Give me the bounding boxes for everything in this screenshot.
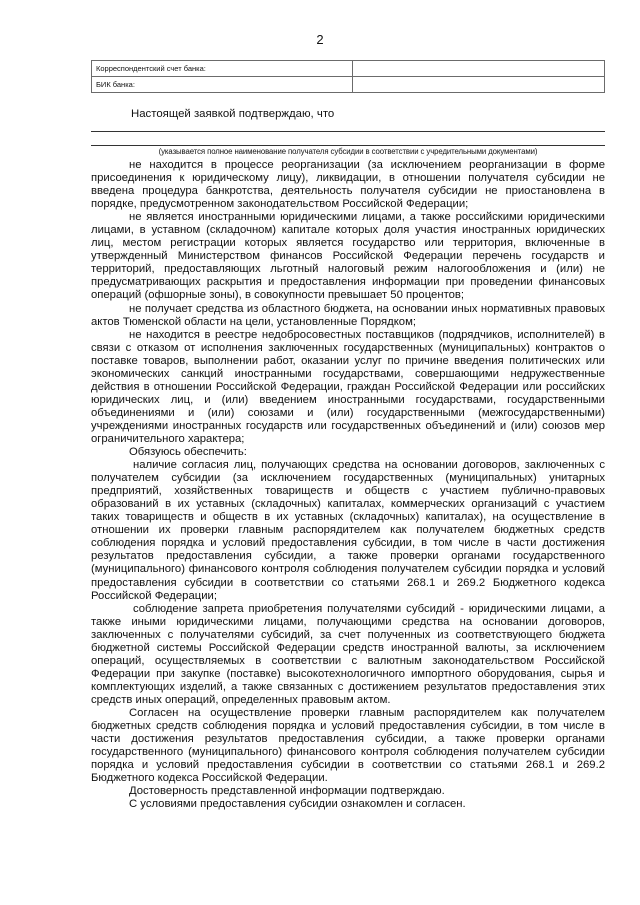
declaration-paragraph: не является иностранными юридическими лицами, а также российскими юридическими лицами, в уставном (складочном) капитале которых доля участия иностранных юридических лиц, местом регистрации которых является государство или территория, включенные в утвержденный Министерством финансов Российской Федерации перечень государств и территорий, предоставляющих льготный налоговый режим налогообложения и (или) не предусматривающих раскрытия и предоставления информации при проведении финансовых операций (офшорные зоны), в совокупности превышает 50 процентов; xyxy=(91,211,605,302)
recipient-name-line xyxy=(91,145,605,146)
recipient-name-line xyxy=(91,131,605,132)
declaration-paragraph: не находится в реестре недобросовестных поставщиков (подрядчиков, исполнителей) в связи с отказом от исполнения заключенных государственных (муниципальных) контрактов о поставке товаров, выполнении работ, оказании услуг по причине введения политических или экономических санкций иностранными государствами, совершающими недружественные действия в отношении Российской Федерации, граждан Российской Федерации или российских юридических лиц, и (или) введением иностранными государствами, государственными объединениями и (или) союзами и (или) государственными (межгосударственными) учреждениями иностранных государств или государственных объединений и (или) союзов мер ограничительного характера; xyxy=(91,328,605,445)
consent-paragraph: Согласен на осуществление проверки главным распорядителем как получателем бюджетных средств соблюдения порядка и условий предоставления субсидии, в том числе в части достижения результатов предоставления субсидии, а также проверки органами государственного (муниципального) финансового контроля соблюдения получателем субсидии порядка и условий предоставления субсидии в соответствии со статьями 268.1 и 269.2 Бюджетного кодекса Российской Федерации. xyxy=(91,706,605,785)
obligation-paragraph: наличие согласия лиц, получающих средства на основании договоров, заключенных с получателем субсидии (за исключением государственных (муниципальных) унитарных предприятий, хозяйственных товариществ и обществ с участием публично-правовых образований в их уставных (складочных) капиталах, коммерческих организаций с участием таких товариществ и обществ в их уставных (складочных) капиталах), на осуществление в отношении их проверки главным распорядителем как получателем бюджетных средств соблюдения порядка и условий предоставления субсидии, в том числе в части достижения результатов предоставления субсидии, а также проверки органами государственного (муниципального) финансового контроля соблюдения получателем субсидии порядка и условий предоставления субсидии в соответствии со статьями 268.1 и 269.2 Бюджетного кодекса Российской Федерации; xyxy=(91,459,605,602)
table-row xyxy=(92,77,605,93)
bik-value xyxy=(353,77,605,93)
confirmation-intro: Настоящей заявкой подтверждаю, что xyxy=(131,108,335,120)
bank-details-table xyxy=(91,60,605,93)
acknowledgement-statement: С условиями предоставления субсидии ознакомлен и согласен. xyxy=(129,798,466,811)
table-row xyxy=(92,61,605,77)
correspondent-account-label: Корреспондентский счет банка: xyxy=(92,61,353,77)
declaration-paragraph: не находится в процессе реорганизации (за исключением реорганизации в форме присоединения к юридическому лицу), ликвидации, в отношении получателя субсидии не введена процедура банкротства, деятельность получателя субсидии не приостановлена в порядке, предусмотренном законодательством Российской Федерации; xyxy=(91,159,605,211)
obligation-paragraph: соблюдение запрета приобретения получателями субсидий - юридическими лицами, а также иными юридическими лицами, получающими средства на основании договоров, заключенных с получателями субсидий, за счет полученных из соответствующего бюджета бюджетной системы Российской Федерации средств иностранной валюты, за исключением операций, осуществляемых в соответствии с валютным законодательством Российской Федерации при закупке (поставке) высокотехнологичного импортного оборудования, сырья и комплектующих изделий, а также связанных с достижением результатов предоставления этих средств иных операций, определенных правовым актом. xyxy=(91,602,605,706)
recipient-name-caption: (указывается полное наименование получателя субсидии в соответствии с учредительными документами) xyxy=(158,147,538,156)
bik-label: БИК банка: xyxy=(92,77,353,93)
confirmation-statement: Достоверность представленной информации подтверждаю. xyxy=(129,785,445,798)
page-number: 2 xyxy=(316,32,324,47)
declaration-body xyxy=(91,159,605,811)
declaration-paragraph: не получает средства из областного бюджета, на основании иных нормативных правовых актов Тюменской области на цели, установленные Порядком; xyxy=(91,302,605,328)
obligation-heading: Обязуюсь обеспечить: xyxy=(129,446,247,459)
correspondent-account-value xyxy=(353,61,605,77)
